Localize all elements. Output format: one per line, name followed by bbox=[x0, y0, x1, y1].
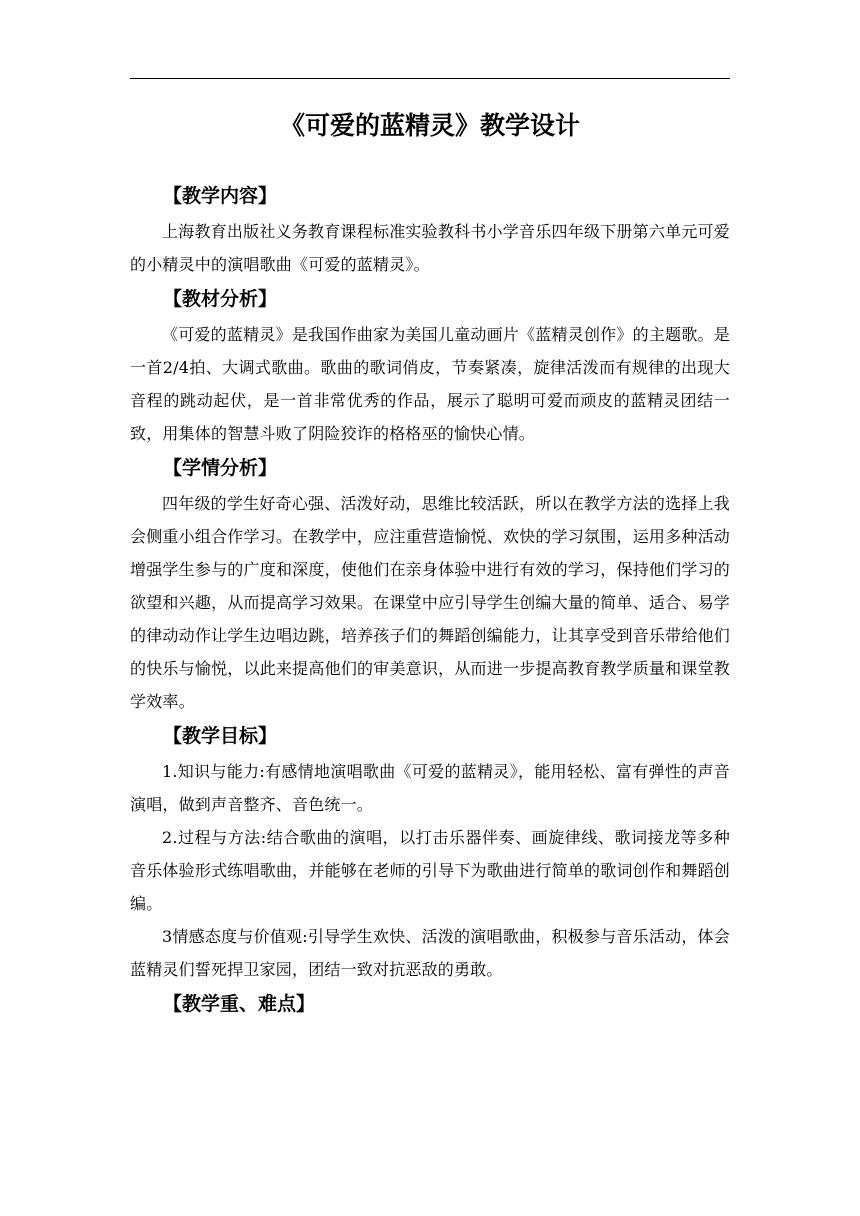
section-heading-key-difficult-points: 【教学重、难点】 bbox=[163, 993, 316, 1015]
paragraph-student-analysis: 四年级的学生好奇心强、活泼好动，思维比较活跃，所以在教学方法的选择上我会侧重小组合作学习。在教学中，应注重营造愉悦、欢快的学习氛围，运用多种活动增强学生参与的广度和深度，使他们在亲身体验中进行有效的学习，保持他们学习的欲望和兴趣，从而提高学习效果。在课堂中应引导学生创编大量的简单、适合、易学的律动动作让学生边唱边跳，培养孩子们的舞蹈创编能力，让其享受到音乐带给他们的快乐与愉悦，以此来提高他们的审美意识，从而进一步提高教育教学质量和课堂教学效率。 bbox=[130, 494, 730, 711]
section-heading-student-analysis: 【学情分析】 bbox=[163, 457, 278, 479]
paragraph-material-analysis: 《可爱的蓝精灵》是我国作曲家为美国儿童动画片《蓝精灵创作》的主题歌。是一首2/4拍、大调式歌曲。歌曲的歌词俏皮，节奏紧凑，旋律活泼而有规律的出现大音程的跳动起伏，是一首非常优秀的作品，展示了聪明可爱而顽皮的蓝精灵团结一致，用集体的智慧斗败了阴险狡诈的格格巫的愉快心情。 bbox=[130, 325, 730, 443]
section-heading-material-analysis: 【教材分析】 bbox=[163, 288, 278, 310]
paragraph-objective-process: 2.过程与方法:结合歌曲的演唱，以打击乐器伴奏、画旋律线、歌词接龙等多种音乐体验形式练唱歌曲，并能够在老师的引导下为歌曲进行简单的歌词创作和舞蹈创编。 bbox=[130, 828, 730, 913]
header-rule bbox=[130, 78, 730, 79]
section-heading-teaching-objectives: 【教学目标】 bbox=[163, 725, 278, 747]
paragraph-teaching-content: 上海教育出版社义务教育课程标准实验教科书小学音乐四年级下册第六单元可爱的小精灵中的演唱歌曲《可爱的蓝精灵》。 bbox=[130, 222, 730, 274]
paragraph-objective-knowledge: 1.知识与能力:有感情地演唱歌曲《可爱的蓝精灵》，能用轻松、富有弹性的声音演唱，做到声音整齐、音色统一。 bbox=[130, 762, 730, 814]
document-title: 《可爱的蓝精灵》教学设计 bbox=[279, 111, 580, 140]
section-heading-teaching-content: 【教学内容】 bbox=[163, 185, 278, 207]
paragraph-objective-attitude: 3情感态度与价值观:引导学生欢快、活泼的演唱歌曲，积极参与音乐活动，体会蓝精灵们誓死捍卫家园，团结一致对抗恶敌的勇敢。 bbox=[130, 927, 730, 979]
document-body bbox=[130, 180, 730, 1021]
